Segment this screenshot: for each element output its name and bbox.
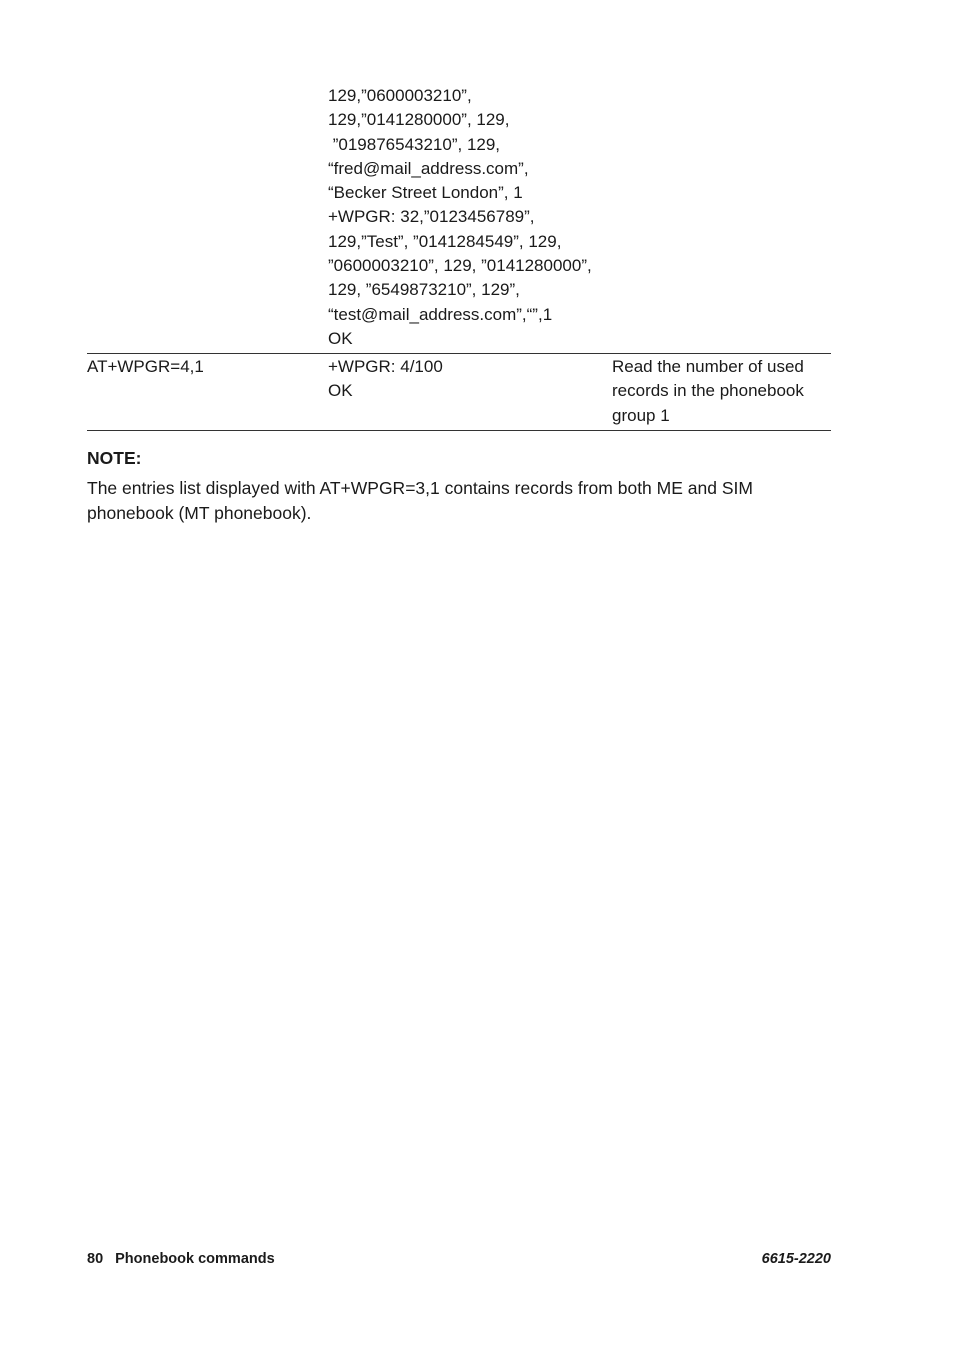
table-cell-description (612, 355, 832, 428)
response-line: “Becker Street London”, 1 (328, 183, 523, 203)
page-number: 80 (87, 1251, 104, 1267)
response-line: OK (328, 328, 353, 348)
response-line: “fred@mail_address.com”, (328, 158, 529, 178)
response-line: ”0600003210”, 129, ”0141280000”, (328, 256, 592, 276)
command-text: AT+WPGR=4,1 (87, 357, 204, 376)
table-cell-response (328, 355, 588, 404)
section-title: Phonebook commands (115, 1251, 275, 1267)
response-line: 129, ”6549873210”, 129”, (328, 280, 520, 300)
description-line: records in the phonebook (612, 381, 804, 401)
response-line: +WPGR: 32,”0123456789”, (328, 207, 535, 227)
table-cell-command (87, 355, 307, 379)
table-bottom-border (87, 430, 831, 431)
response-line: 129,”0141280000”, 129, (328, 110, 510, 130)
response-line: ”019876543210”, 129, (328, 134, 501, 154)
continued-response-block (328, 84, 628, 351)
description-line: group 1 (612, 405, 670, 425)
response-line: OK (328, 381, 353, 401)
response-line: +WPGR: 4/100 (328, 357, 443, 376)
note-body: The entries list displayed with AT+WPGR=3,1 contains records from both ME and SIM phonebook (MT phonebook). (87, 478, 753, 523)
response-line: “test@mail_address.com”,“”,1 (328, 304, 553, 324)
page-footer-left (87, 1251, 275, 1267)
document-number: 6615-2220 (761, 1251, 831, 1267)
response-line: 129,”Test”, ”0141284549”, 129, (328, 231, 562, 251)
description-line: Read the number of used (612, 357, 804, 376)
table-row-divider (87, 353, 831, 354)
response-line: 129,”0600003210”, (328, 86, 472, 105)
note-heading: NOTE: (87, 448, 142, 468)
